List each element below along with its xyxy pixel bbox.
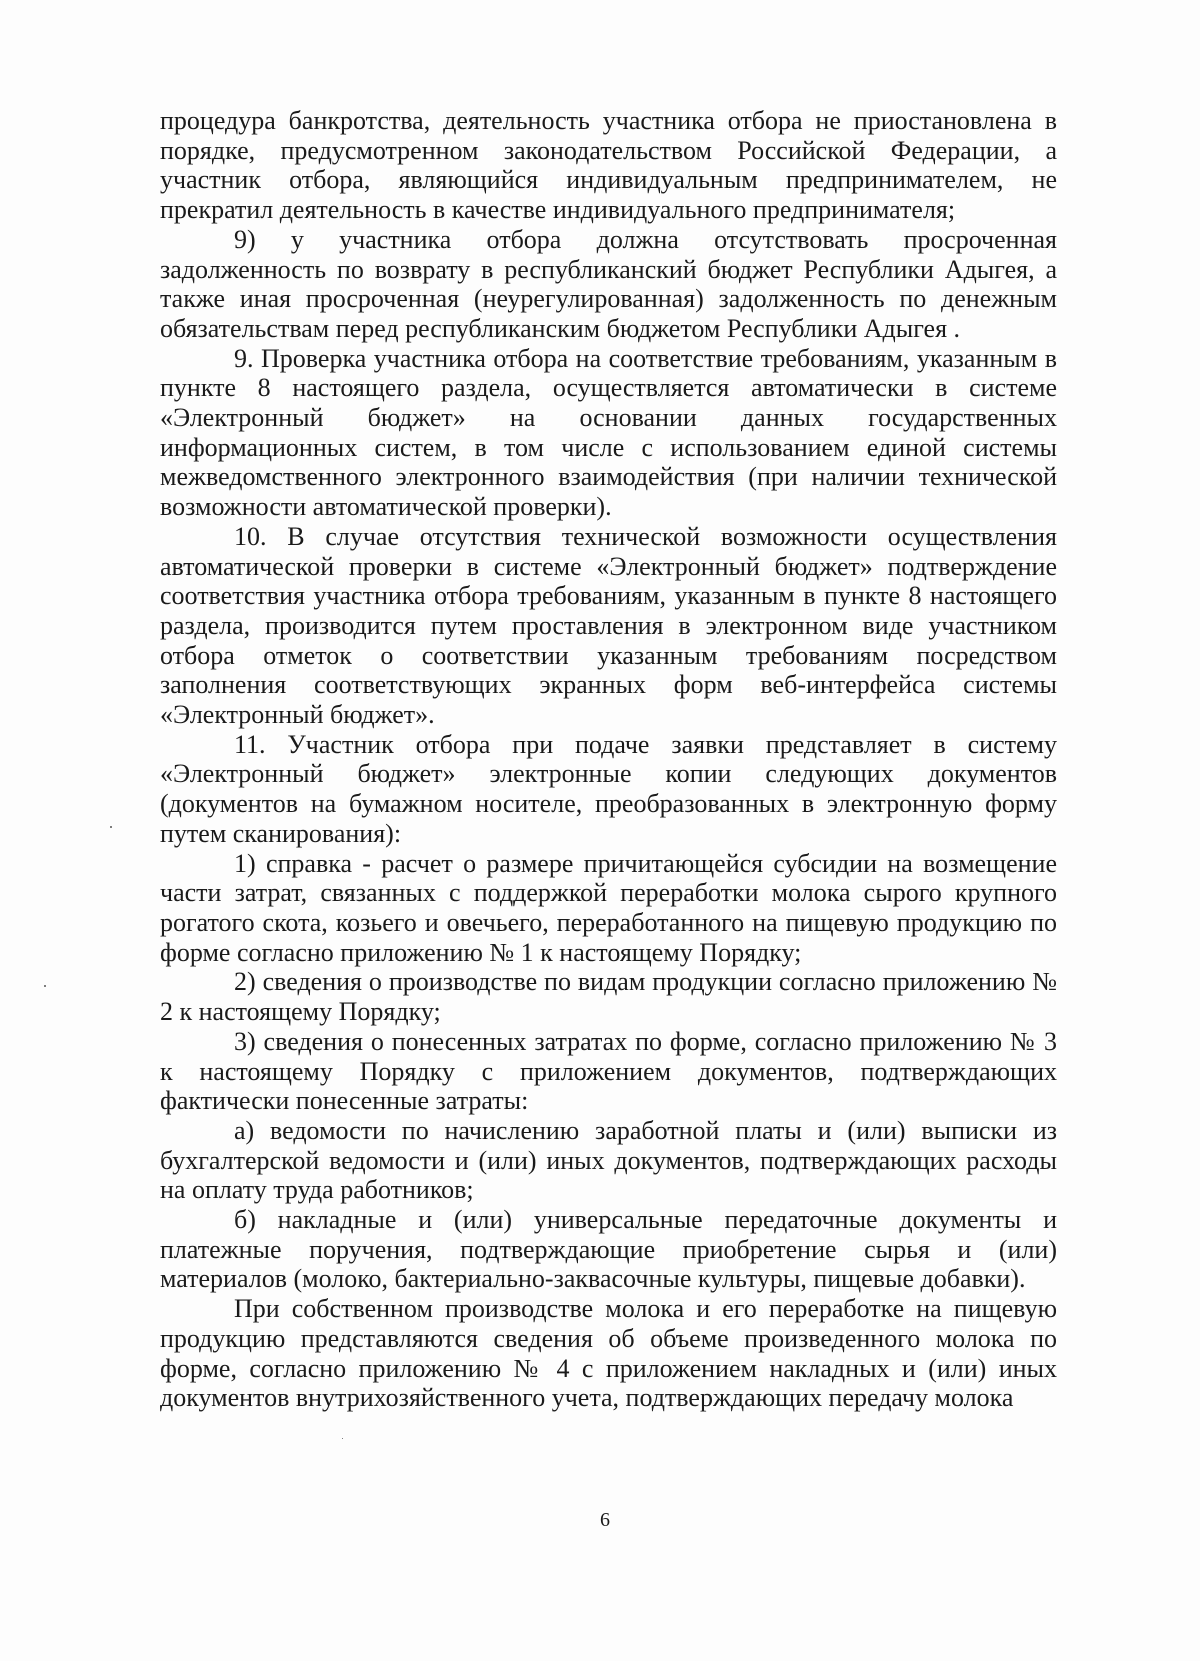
paragraph-subitem-b-invoices: б) накладные и (или) универсальные передаточные документы и платежные поручения, подтверждающие приобретение сырья и (или) материалов (молоко, бактериально-заквасочные культуры, пищевые добавки).	[160, 1205, 1057, 1294]
paragraph-bankruptcy-clause: процедура банкротства, деятельность участника отбора не приостановлена в порядке, предусмотренном законодательством Российской Федерации, а участник отбора, являющийся индивидуальным предпринимателем, не прекратил деятельность в качестве индивидуального предпринимателя;	[160, 106, 1057, 225]
scan-speck	[44, 985, 46, 987]
paragraph-subitem-3-costs: 3) сведения о понесенных затратах по форме, согласно приложению № 3 к настоящему Порядку с приложением документов, подтверждающих фактически понесенные затраты:	[160, 1026, 1057, 1116]
scan-speck	[342, 1438, 343, 1439]
paragraph-subitem-1-calculation: 1) справка - расчет о размере причитающейся субсидии на возмещение части затрат, связанных с поддержкой переработки молока сырого крупного рогатого скота, козьего и овечьего, переработанного на пищевую продукцию по форме согласно приложению № 1 к настоящему Порядку;	[160, 848, 1057, 967]
page-number: 6	[600, 1509, 610, 1531]
paragraph-subitem-a-payroll: а) ведомости по начислению заработной платы и (или) выписки из бухгалтерской ведомости и (или) иных документов, подтверждающих расходы на оплату труда работников;	[160, 1115, 1057, 1205]
paragraph-point-10-manual-verification: 10. В случае отсутствия технической возможности осуществления автоматической проверки в системе «Электронный бюджет» подтверждение соответствия участника отбора требованиям, указанным в пункте 8 настоящего раздела, производится путем проставления в электронном виде участником отбора отметок о соответствии указанным требованиям посредством заполнения соответствующих экранных форм веб-интерфейса системы «Электронный бюджет».	[160, 521, 1057, 730]
paragraph-point-11-documents: 11. Участник отбора при подаче заявки представляет в систему «Электронный бюджет» электронные копии следующих документов (документов на бумажном носителе, преобразованных в электронную форму путем сканирования):	[160, 729, 1057, 848]
paragraph-item-9-debt: 9) у участника отбора должна отсутствовать просроченная задолженность по возврату в республиканский бюджет Республики Адыгея, а также иная просроченная (неурегулированная) задолженность по денежным обязательствам перед республиканским бюджетом Республики Адыгея .	[160, 224, 1057, 343]
document-body	[160, 106, 1057, 1413]
scan-speck	[110, 826, 112, 828]
paragraph-point-9-verification: 9. Проверка участника отбора на соответствие требованиям, указанным в пункте 8 настоящего раздела, осуществляется автоматически в системе «Электронный бюджет» на основании данных государственных информационных систем, в том числе с использованием единой системы межведомственного электронного взаимодействия (при наличии технической возможности автоматической проверки).	[160, 343, 1057, 522]
paragraph-own-milk-production: При собственном производстве молока и его переработке на пищевую продукцию представляются сведения об объеме произведенного молока по форме, согласно приложению № 4 с приложением накладных и (или) иных документов внутрихозяйственного учета, подтверждающих передачу молока	[160, 1294, 1057, 1413]
paragraph-subitem-2-production: 2) сведения о производстве по видам продукции согласно приложению № 2 к настоящему Порядку;	[160, 967, 1057, 1027]
